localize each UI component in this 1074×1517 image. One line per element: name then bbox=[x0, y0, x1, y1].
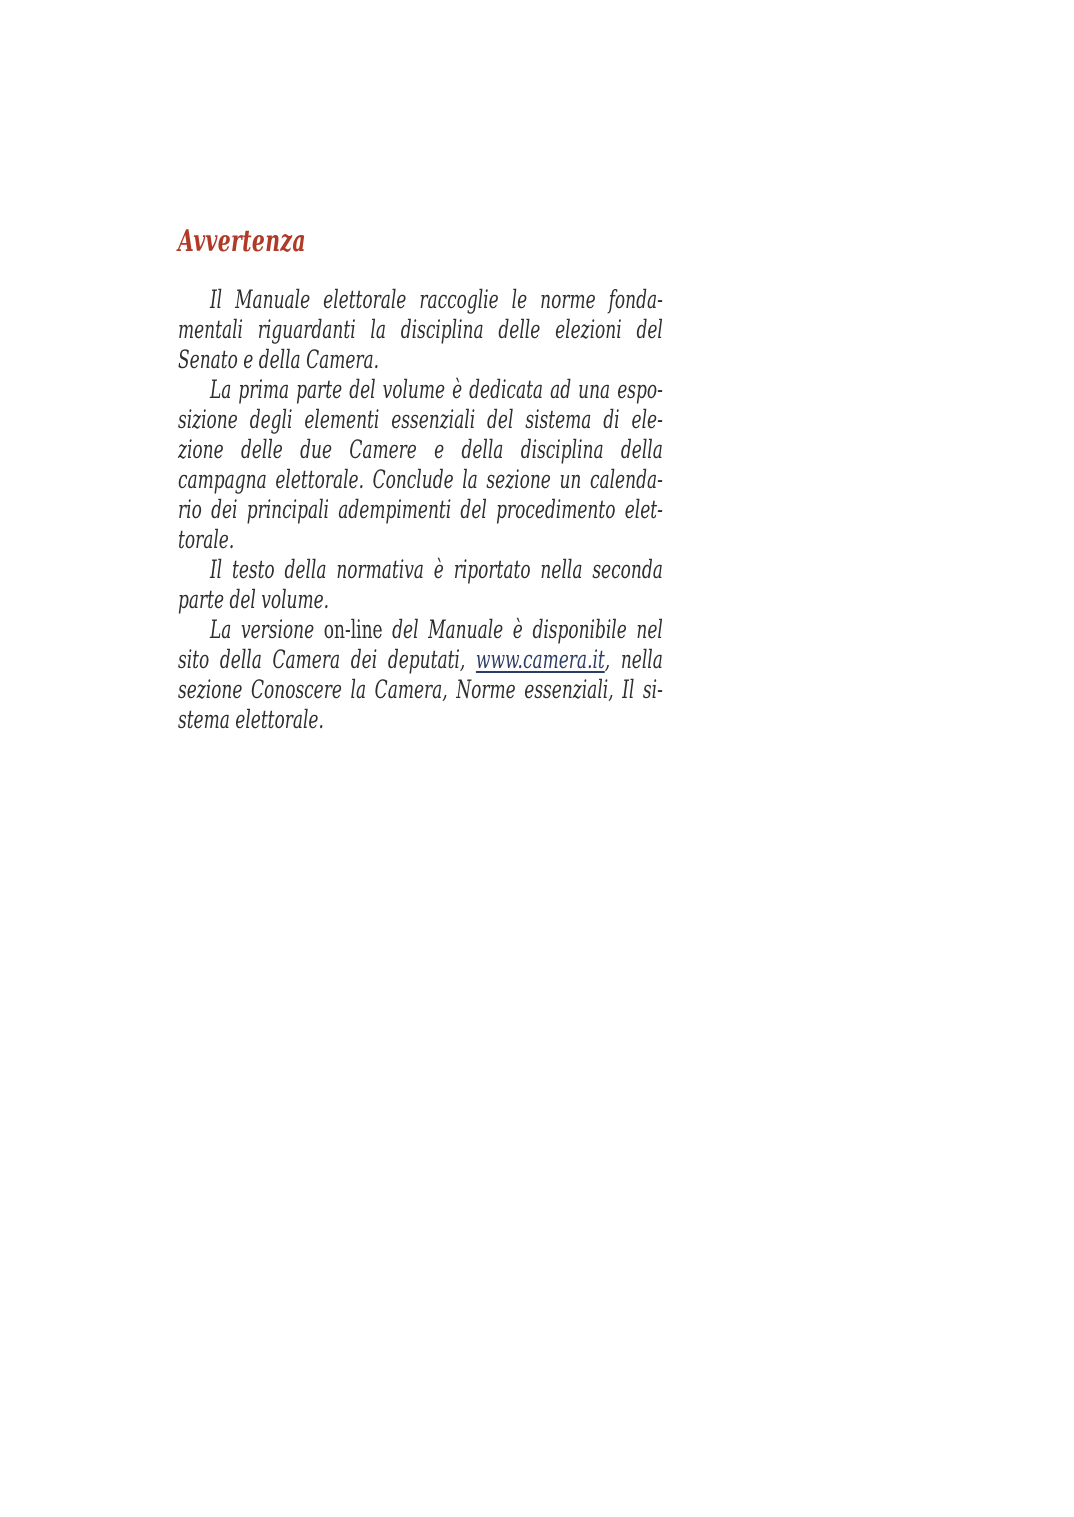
text-segment: del Manuale è disponibile nel bbox=[382, 615, 663, 644]
camera-website-link[interactable]: www.camera.it bbox=[475, 645, 605, 674]
text-segment: , nella bbox=[604, 645, 663, 674]
page-heading: Avvertenza bbox=[178, 224, 306, 259]
paragraph bbox=[178, 555, 663, 615]
text-line bbox=[178, 435, 663, 465]
text-line bbox=[178, 405, 663, 435]
text-line bbox=[178, 465, 663, 495]
paragraph bbox=[178, 615, 663, 735]
text-line bbox=[178, 585, 663, 615]
text-segment: La prima parte del volume è dedicata ad una espo- bbox=[209, 375, 663, 404]
text-line bbox=[178, 375, 663, 405]
text-segment: Senato e della Camera. bbox=[178, 345, 380, 374]
text-line bbox=[178, 285, 663, 315]
text-segment: zione delle due Camere e della disciplina della bbox=[178, 435, 663, 464]
paragraph bbox=[178, 375, 663, 555]
text-segment: La versione bbox=[209, 615, 324, 644]
text-segment: sezione Conoscere la Camera, Norme essenziali, Il si- bbox=[178, 675, 663, 704]
text-segment: Il testo della normativa è riportato nella seconda bbox=[209, 555, 663, 584]
text-line bbox=[178, 705, 663, 735]
text-line bbox=[178, 345, 663, 375]
text-segment: rio dei principali adempimenti del procedimento elet- bbox=[178, 495, 663, 524]
text-line bbox=[178, 555, 663, 585]
text-line bbox=[178, 315, 663, 345]
online-roman-text: on-line bbox=[323, 615, 383, 644]
text-segment: torale. bbox=[178, 525, 235, 554]
text-segment: sizione degli elementi essenziali del sistema di ele- bbox=[178, 405, 663, 434]
text-segment: stema elettorale. bbox=[178, 705, 324, 734]
text-line bbox=[178, 495, 663, 525]
text-segment: parte del volume. bbox=[178, 585, 330, 614]
text-line bbox=[178, 615, 663, 645]
body-text bbox=[178, 285, 663, 735]
text-segment: mentali riguardanti la disciplina delle elezioni del bbox=[178, 315, 663, 344]
text-line bbox=[178, 525, 663, 555]
text-column bbox=[178, 226, 663, 735]
text-line bbox=[178, 675, 663, 705]
text-segment: campagna elettorale. Conclude la sezione un calenda- bbox=[178, 465, 663, 494]
text-line bbox=[178, 645, 663, 675]
paragraph bbox=[178, 285, 663, 375]
text-segment: Il Manuale elettorale raccoglie le norme fonda- bbox=[209, 285, 663, 314]
text-segment: sito della Camera dei deputati, bbox=[178, 645, 476, 674]
